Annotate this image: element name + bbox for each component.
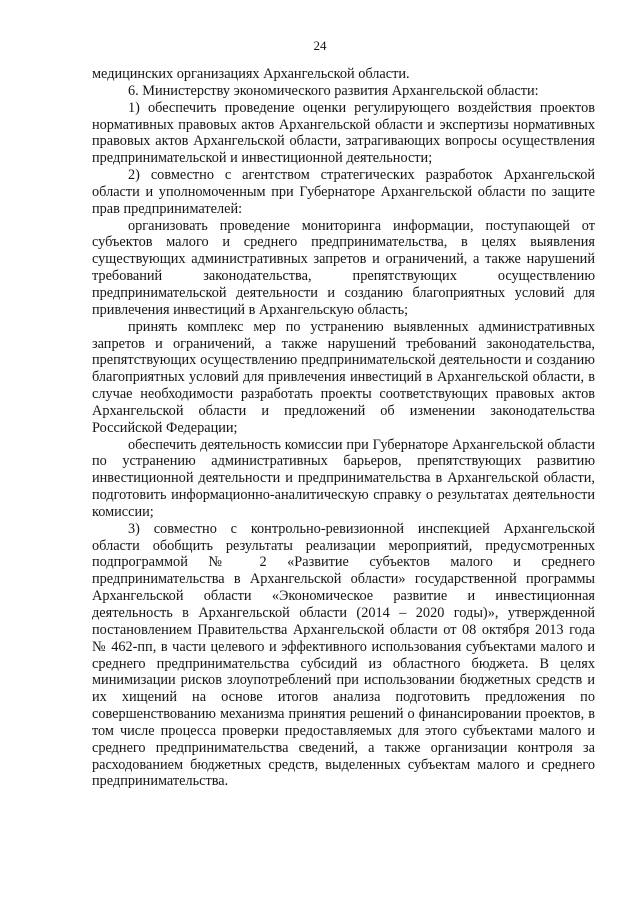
- paragraph-continuation: медицинских организациях Архангельской области.: [92, 66, 410, 82]
- paragraph-subitem-2: 2) совместно с агентством стратегических разработок Архангельской области и уполномоченным при Губернаторе Архангельской области по защите прав предпринимателей:: [92, 167, 595, 217]
- document-body: [92, 66, 595, 790]
- paragraph-commission: обеспечить деятельность комиссии при Губернаторе Архангельской области по устранению административных барьеров, препятствующих развитию инвестиционной деятельности и предпринимательства в Архангельской области, подготовить информационно-аналитическую справку о результатах деятельности комиссии;: [92, 436, 595, 520]
- paragraph-monitoring: организовать проведение мониторинга информации, поступающей от субъектов малого и среднего предпринимательства, в целях выявления существующих административных запретов и ограничений, а также нарушений требований законодательства, препятствующих осуществлению предпринимательской деятельности и созданию благоприятных условий для привлечения инвестиций в Архангельскую область;: [92, 217, 595, 318]
- paragraph-subitem-1: 1) обеспечить проведение оценки регулирующего воздействия проектов нормативных правовых актов Архангельской области и экспертизы нормативных правовых актов Архангельской области, затрагивающих вопросы осуществления предпринимательской и инвестиционной деятельности;: [92, 99, 595, 167]
- paragraph-item-6-heading: 6. Министерству экономического развития Архангельской области:: [128, 82, 539, 99]
- page-number: 24: [313, 38, 327, 53]
- paragraph-subitem-3: 3) совместно с контрольно-ревизионной инспекцией Архангельской области обобщить результаты реализации мероприятий, предусмотренных подпрограммой № 2 «Развитие субъектов малого и среднего предпринимательства в Архангельской области» государственной программы Архангельской области «Экономическое развитие и инвестиционная деятельность в Архангельской области (2014 – 2020 годы)», утвержденной постановлением Правительства Архангельской области от 08 октября 2013 года № 462-пп, в части целевого и эффективного использования субъектами малого и среднего предпринимательства субсидий из областного бюджета. В целях минимизации рисков злоупотреблений при использовании бюджетных средств и их хищений на основе итогов анализа подготовить предложения по совершенствованию механизма принятия решений о финансировании проектов, в том числе процесса проверки предоставляемых для этого субъектами малого и среднего предпринимательства сведений, а также организации контроля за расходованием бюджетных средств, выделенных субъектам малого и среднего предпринимательства.: [92, 520, 595, 790]
- paragraph-measures: принять комплекс мер по устранению выявленных административных запретов и ограничений, а также нарушений требований законодательства, препятствующих осуществлению предпринимательской деятельности и созданию благоприятных условий для привлечения инвестиций в Архангельской области, в случае необходимости разработать проекты соответствующих правовых актов Архангельской области и предложений об изменении законодательства Российской Федерации;: [92, 318, 595, 436]
